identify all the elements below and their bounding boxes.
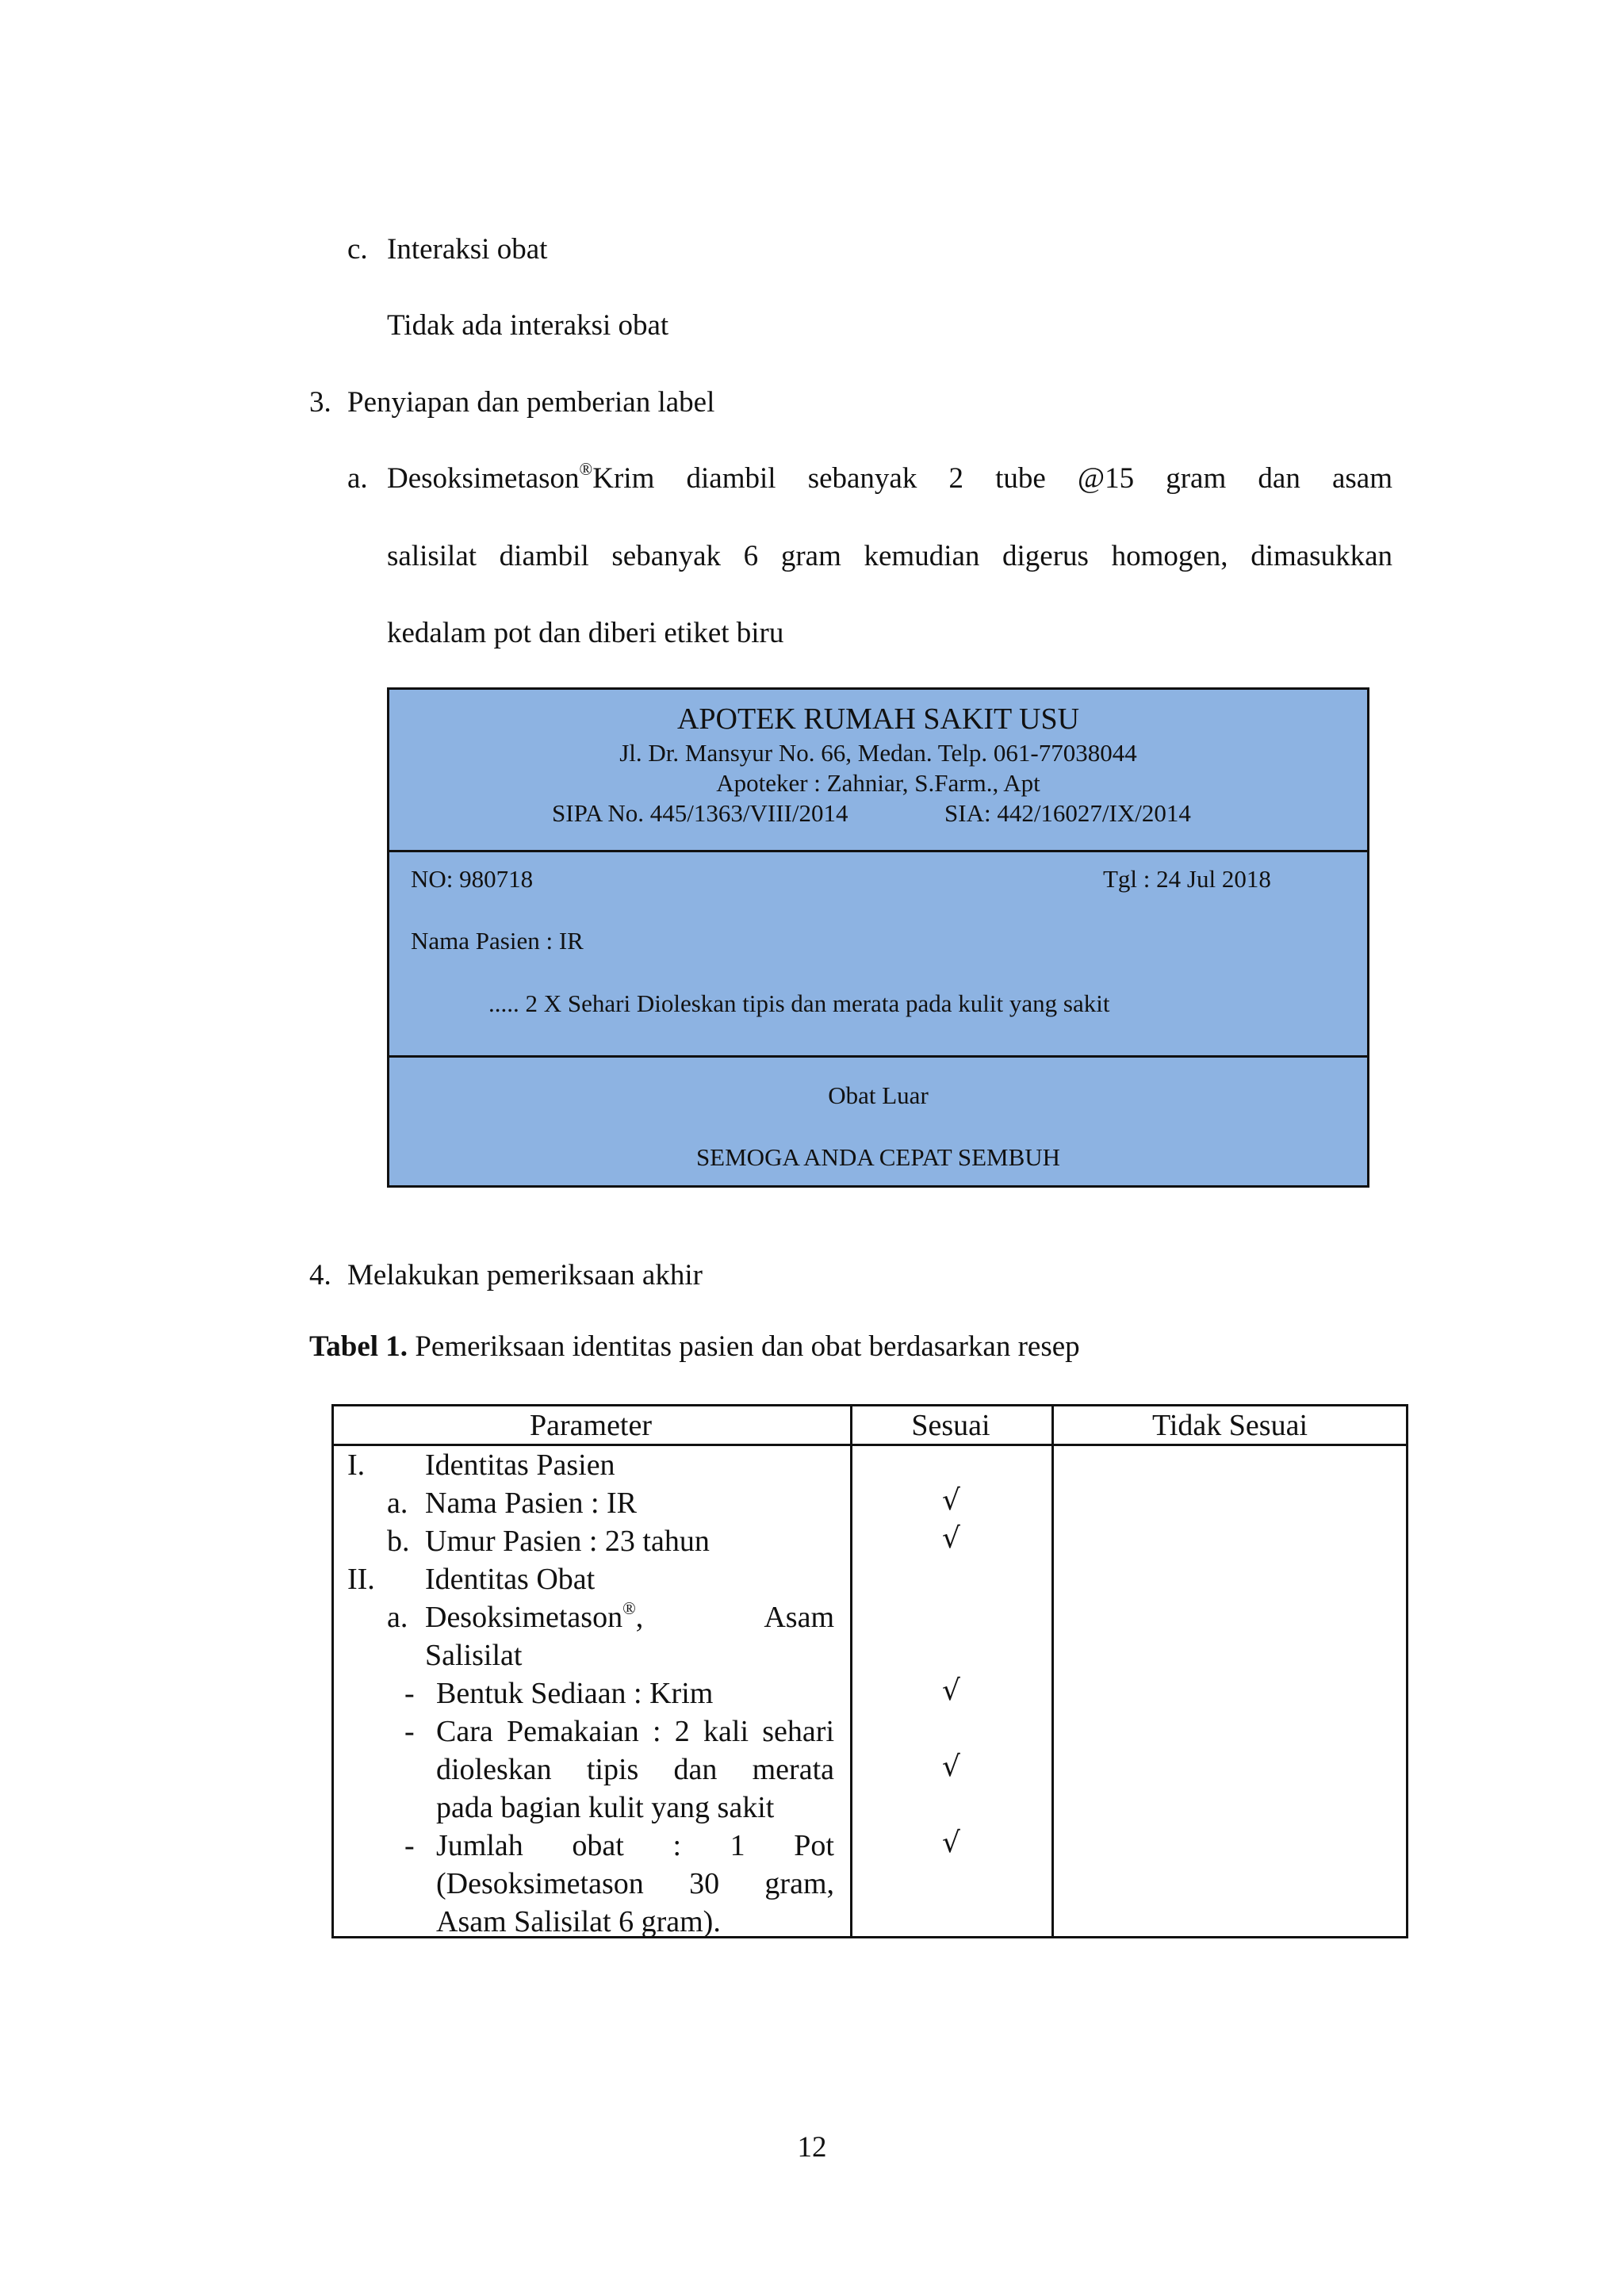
header-sesuai: Sesuai xyxy=(911,1409,990,1442)
row-iia-comma: , xyxy=(635,1601,644,1634)
step3a-marker: a. xyxy=(347,462,368,495)
row-ia-label: Nama Pasien : IR xyxy=(425,1487,638,1520)
row-iia-label-post: Asam xyxy=(764,1601,834,1634)
table-header-divider xyxy=(331,1444,1408,1446)
row-d2-line1: Cara Pemakaian : 2 kali sehari xyxy=(436,1715,834,1748)
check-nama-pasien: √ xyxy=(942,1484,960,1517)
row-d2-line2: dioleskan tipis dan merata xyxy=(436,1753,834,1786)
row-ii-label: Identitas Obat xyxy=(425,1563,596,1596)
label-wish: SEMOGA ANDA CEPAT SEMBUH xyxy=(695,1143,1061,1171)
label-instruction: ..... 2 X Sehari Dioleskan tipis dan merata pada kulit yang sakit xyxy=(488,989,1110,1017)
row-d3-line2: (Desoksimetason 30 gram, xyxy=(436,1867,834,1900)
section-c-marker: c. xyxy=(347,233,368,266)
label-footer xyxy=(389,1058,1367,1188)
table-divider-1 xyxy=(850,1404,852,1938)
row-i-marker: I. xyxy=(347,1448,366,1482)
section-c-title: Interaksi obat xyxy=(387,233,548,266)
header-parameter: Parameter xyxy=(529,1409,653,1442)
registered-mark: ® xyxy=(579,459,593,479)
row-iia-label xyxy=(425,1598,644,1634)
row-d3-line3: Asam Salisilat 6 gram). xyxy=(436,1905,721,1938)
step4-title: Melakukan pemeriksaan akhir xyxy=(347,1259,703,1292)
label-date: Tgl : 24 Jul 2018 xyxy=(1103,865,1271,893)
step3a-line3: kedalam pot dan diberi etiket biru xyxy=(387,617,784,649)
step3-title: Penyiapan dan pemberian label xyxy=(347,386,715,419)
step4-marker: 4. xyxy=(309,1259,331,1292)
check-umur-pasien: √ xyxy=(942,1522,960,1555)
check-cara-pemakaian: √ xyxy=(942,1751,960,1783)
label-body xyxy=(389,852,1367,1058)
label-patient: Nama Pasien : IR xyxy=(411,927,584,955)
step3a-line1-post: Krim diambil sebanyak 2 tube @15 gram dan asam xyxy=(592,462,1392,495)
row-iia-label-pre: Desoksimetason xyxy=(425,1601,623,1634)
check-table xyxy=(331,1404,1408,1938)
label-sipa: SIPA No. 445/1363/VIII/2014 xyxy=(552,799,848,827)
row-ia-marker: a. xyxy=(387,1487,408,1520)
row-iia-line2: Salisilat xyxy=(425,1639,523,1672)
drug-label xyxy=(387,687,1369,1188)
label-title: APOTEK RUMAH SAKIT USU xyxy=(676,702,1080,736)
row-d1-text: Bentuk Sediaan : Krim xyxy=(436,1677,714,1710)
label-address: Jl. Dr. Mansyur No. 66, Medan. Telp. 061-77038044 xyxy=(619,739,1137,767)
table-caption xyxy=(309,1332,1080,1361)
label-number: NO: 980718 xyxy=(411,865,534,893)
row-ib-marker: b. xyxy=(387,1525,410,1558)
row-d2-dash: - xyxy=(404,1715,415,1748)
table-divider-2 xyxy=(1051,1404,1054,1938)
row-d2-line3: pada bagian kulit yang sakit xyxy=(436,1791,775,1824)
row-iia-reg-mark: ® xyxy=(622,1598,636,1618)
table-border-left xyxy=(331,1404,334,1938)
label-header xyxy=(389,690,1367,852)
row-d3-line1: Jumlah obat : 1 Pot xyxy=(436,1829,834,1862)
row-ii-marker: II. xyxy=(347,1563,375,1596)
check-jumlah-obat: √ xyxy=(942,1827,960,1859)
table-caption-text: Pemeriksaan identitas pasien dan obat berdasarkan resep xyxy=(415,1330,1080,1363)
step3a-line2: salisilat diambil sebanyak 6 gram kemudian digerus homogen, dimasukkan xyxy=(387,540,1392,572)
table-border-right xyxy=(1406,1404,1408,1938)
label-usage: Obat Luar xyxy=(828,1081,929,1109)
step3-marker: 3. xyxy=(309,386,331,419)
table-border-top xyxy=(331,1404,1408,1406)
step3a-line1-pre: Desoksimetason xyxy=(387,462,580,495)
row-iia-marker: a. xyxy=(387,1601,408,1634)
table-caption-label: Tabel 1. xyxy=(309,1330,408,1363)
section-c-body: Tidak ada interaksi obat xyxy=(387,309,669,342)
row-ib-label: Umur Pasien : 23 tahun xyxy=(425,1525,710,1558)
check-bentuk-sediaan: √ xyxy=(942,1674,960,1707)
page-number: 12 xyxy=(797,2131,827,2164)
row-d1-dash: - xyxy=(404,1677,415,1710)
label-pharmacist: Apoteker : Zahniar, S.Farm., Apt xyxy=(716,769,1040,797)
row-i-label: Identitas Pasien xyxy=(425,1448,615,1482)
label-sia: SIA: 442/16027/IX/2014 xyxy=(944,799,1191,827)
step3a-line1 xyxy=(387,459,1392,495)
header-tidak-sesuai: Tidak Sesuai xyxy=(1151,1409,1308,1442)
row-d3-dash: - xyxy=(404,1829,415,1862)
